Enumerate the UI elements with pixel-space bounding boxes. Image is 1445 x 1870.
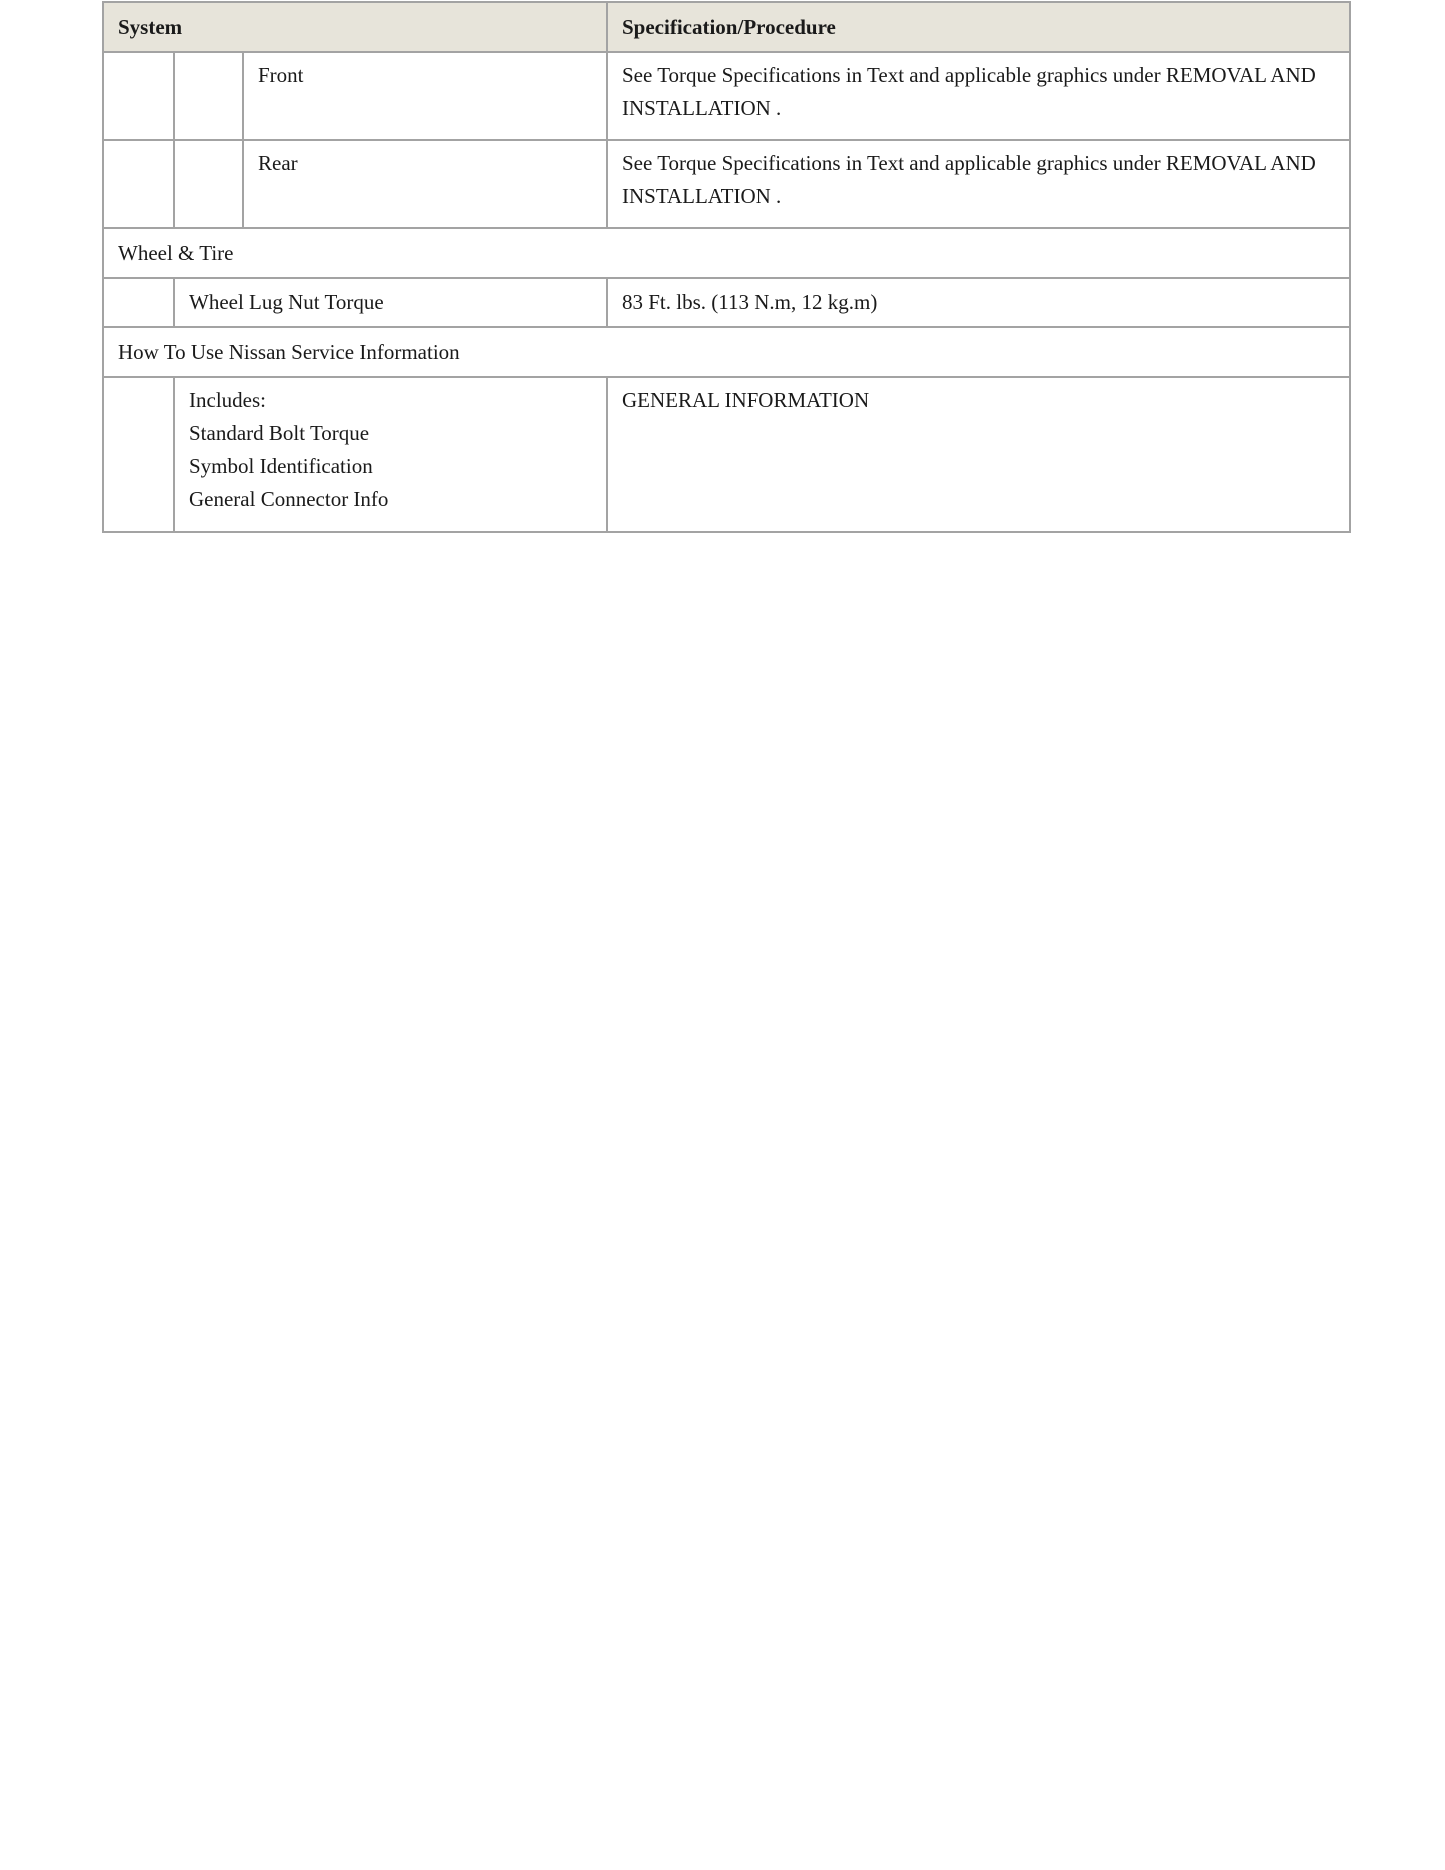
header-system: System	[103, 2, 607, 52]
table-row	[103, 377, 1350, 532]
section-title-wheel-tire: Wheel & Tire	[103, 228, 1350, 278]
includes-line: Includes:	[189, 388, 266, 412]
indent-cell	[103, 377, 174, 532]
table-row	[103, 52, 1350, 140]
header-specification: Specification/Procedure	[607, 2, 1350, 52]
system-cell: Wheel Lug Nut Torque	[174, 278, 607, 327]
indent-cell	[103, 278, 174, 327]
table-row	[103, 278, 1350, 327]
includes-cell	[174, 377, 607, 532]
spec-cell: See Torque Specifications in Text and applicable graphics under REMOVAL AND INSTALLATION .	[607, 52, 1350, 140]
table-row	[103, 140, 1350, 228]
includes-line: Standard Bolt Torque	[189, 421, 370, 445]
spec-cell: 83 Ft. lbs. (113 N.m, 12 kg.m)	[607, 278, 1350, 327]
spec-cell: GENERAL INFORMATION	[607, 377, 1350, 532]
specification-table	[102, 1, 1351, 533]
system-cell: Rear	[243, 140, 607, 228]
indent-cell	[174, 140, 243, 228]
section-title-nissan-info: How To Use Nissan Service Information	[103, 327, 1350, 377]
includes-line: Symbol Identification	[189, 454, 373, 478]
spec-cell: See Torque Specifications in Text and applicable graphics under REMOVAL AND INSTALLATION .	[607, 140, 1350, 228]
section-row	[103, 327, 1350, 377]
indent-cell	[103, 140, 174, 228]
indent-cell	[103, 52, 174, 140]
section-row	[103, 228, 1350, 278]
indent-cell	[174, 52, 243, 140]
table-header-row	[103, 2, 1350, 52]
system-cell: Front	[243, 52, 607, 140]
includes-line: General Connector Info	[189, 487, 389, 511]
